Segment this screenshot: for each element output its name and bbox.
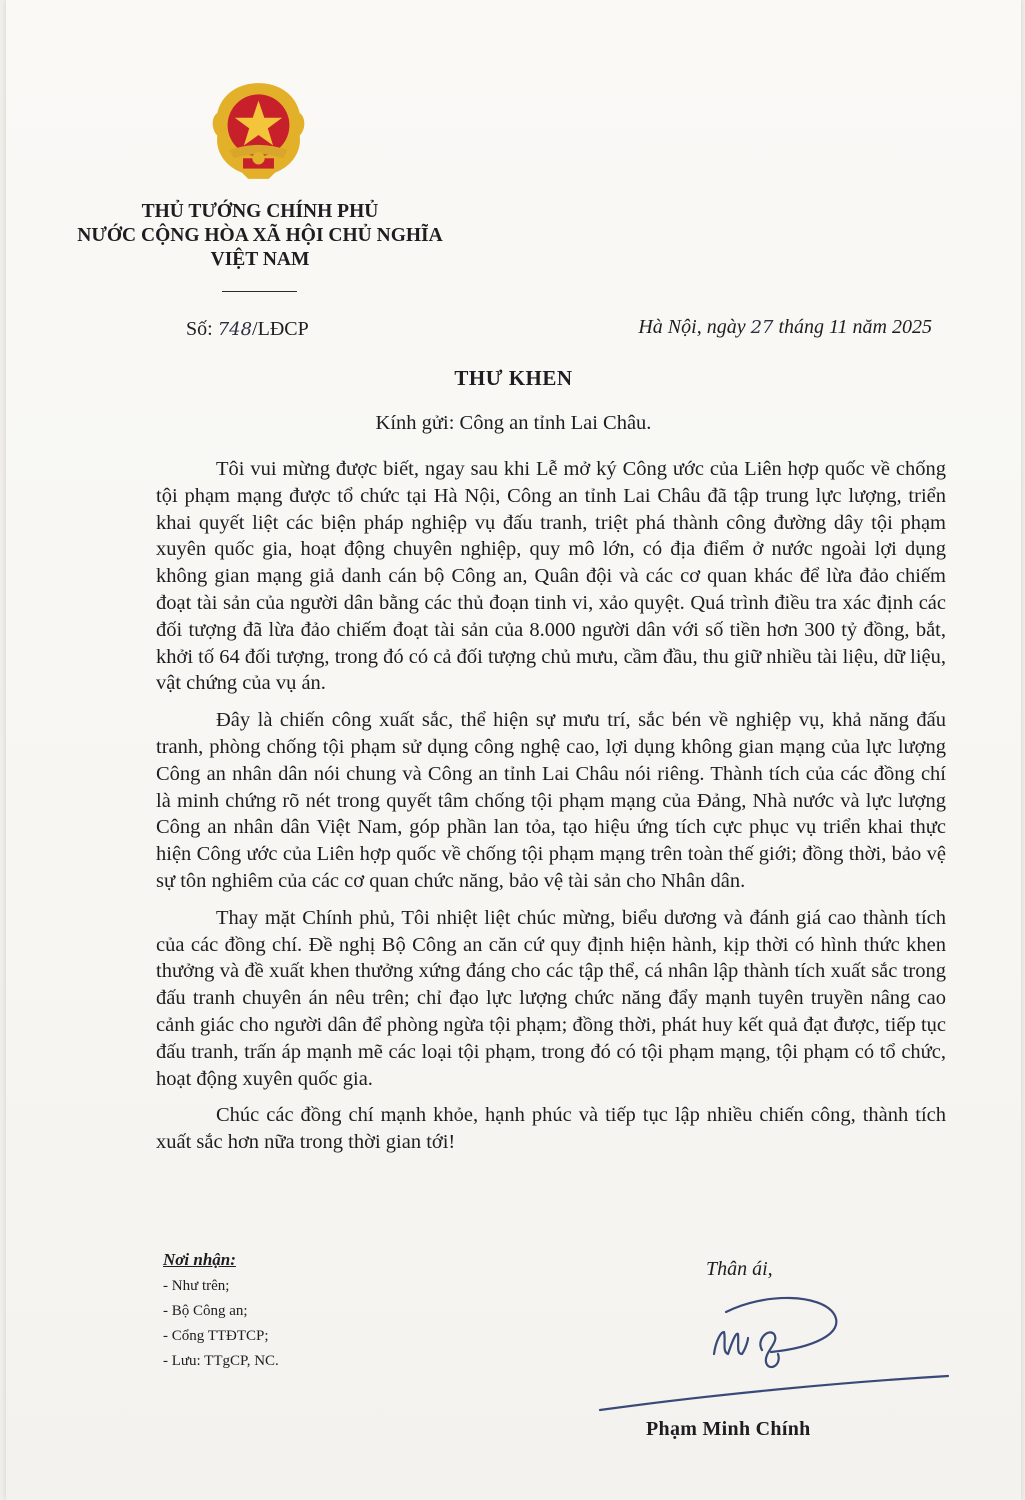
recipient-item: - Cổng TTĐTCP; xyxy=(163,1328,269,1344)
recipients-list xyxy=(163,1274,279,1374)
closing-greeting: Thân ái, xyxy=(706,1258,773,1280)
issuing-authority xyxy=(66,200,454,272)
org-line-2: NƯỚC CỘNG HÒA XÃ HỘI CHỦ NGHĨA xyxy=(77,225,443,246)
document-number-value: 748 xyxy=(217,319,253,340)
document-number xyxy=(186,318,309,341)
date-prefix: Hà Nội, ngày xyxy=(638,316,751,338)
salutation: Kính gửi: Công an tỉnh Lai Châu. xyxy=(375,412,652,434)
handwritten-signature xyxy=(596,1282,956,1422)
document-number-prefix: Số: xyxy=(186,318,213,340)
org-line-3: VIỆT NAM xyxy=(210,249,310,270)
date-line xyxy=(638,316,932,339)
body-paragraph: Thay mặt Chính phủ, Tôi nhiệt liệt chúc mừng, biểu dương và đánh giá cao thành tích của các đồng chí. Đề nghị Bộ Công an căn cứ quy định hiện hành, kịp thời có hình thức khen thưởng và đề xuất khen thưởng xứng đáng cho các tập thể, cá nhân lập thành tích xuất sắc trong đấu tranh chuyên án nêu trên; chỉ đạo lực lượng chức năng đẩy mạnh tuyên truyền nâng cao cảnh giác cho người dân để phòng ngừa tội phạm; đồng thời, phát huy kết quả đạt được, tiếp tục đấu tranh, trấn áp mạnh mẽ các loại tội phạm, trong đó có tội phạm mạng, tội phạm có tổ chức, hoạt động xuyên quốc gia. xyxy=(156,906,946,1090)
body-paragraph: Chúc các đồng chí mạnh khỏe, hạnh phúc và tiếp tục lập nhiều chiến công, thành tích xuất sắc hơn nữa trong thời gian tới! xyxy=(156,1104,946,1154)
letter-page xyxy=(6,0,1021,1500)
body-paragraph: Tôi vui mừng được biết, ngay sau khi Lễ mở ký Công ước của Liên hợp quốc về chống tội phạm mạng được tổ chức tại Hà Nội, Công an tỉnh Lai Châu đã tập trung lực lượng, triển khai quyết liệt các biện pháp nghiệp vụ đấu tranh, triệt phá thành công đường dây tội phạm xuyên quốc gia, hoạt động chuyên nghiệp, quy mô lớn, có địa điểm ở nước ngoài lợi dụng không gian mạng giả danh cán bộ Công an, Quân đội và các cơ quan khác để lừa đảo chiếm đoạt tài sản của người dân bằng các thủ đoạn tinh vi, xảo quyệt. Quá trình điều tra xác định các đối tượng đã lừa đảo chiếm đoạt tài sản của 8.000 người dân với số tiền hơn 300 tỷ đồng, bắt, khởi tố 64 đối tượng, trong đó có cả đối tượng chủ mưu, cầm đầu, thu giữ nhiều tài liệu, dữ liệu, vật chứng của vụ án. xyxy=(156,458,946,695)
letter-body xyxy=(156,456,946,1166)
national-emblem-icon xyxy=(207,80,310,183)
header-underline xyxy=(222,291,297,292)
recipient-item: - Bộ Công an; xyxy=(163,1303,248,1319)
date-day: 27 xyxy=(750,317,774,338)
recipient-item: - Như trên; xyxy=(163,1278,230,1294)
document-number-suffix: /LĐCP xyxy=(252,318,309,340)
signer-name: Phạm Minh Chính xyxy=(646,1418,811,1440)
body-paragraph: Đây là chiến công xuất sắc, thể hiện sự mưu trí, sắc bén về nghiệp vụ, khả năng đấu tranh, phòng chống tội phạm sử dụng công nghệ cao, lợi dụng không gian mạng của lực lượng Công an nhân dân nói chung và Công an tỉnh Lai Châu nói riêng. Thành tích của các đồng chí là minh chứng rõ nét trong quyết tâm chống tội phạm mạng của Đảng, Nhà nước và lực lượng Công an nhân dân Việt Nam, góp phần lan tỏa, tạo hiệu ứng tích cực phục vụ triển khai thực hiện Công ước của Liên hợp quốc về chống tội phạm mạng trên toàn thế giới; đồng thời, bảo vệ sự tôn nghiêm của các cơ quan chức năng, bảo vệ tài sản cho Nhân dân. xyxy=(156,709,946,892)
letter-title: THƯ KHEN xyxy=(454,366,573,390)
recipients-title: Nơi nhận: xyxy=(163,1250,236,1269)
recipient-item: - Lưu: TTgCP, NC. xyxy=(163,1353,279,1369)
org-line-1: THỦ TƯỚNG CHÍNH PHỦ xyxy=(141,201,379,222)
recipients-block xyxy=(163,1250,279,1374)
date-rest: tháng 11 năm 2025 xyxy=(773,316,932,338)
